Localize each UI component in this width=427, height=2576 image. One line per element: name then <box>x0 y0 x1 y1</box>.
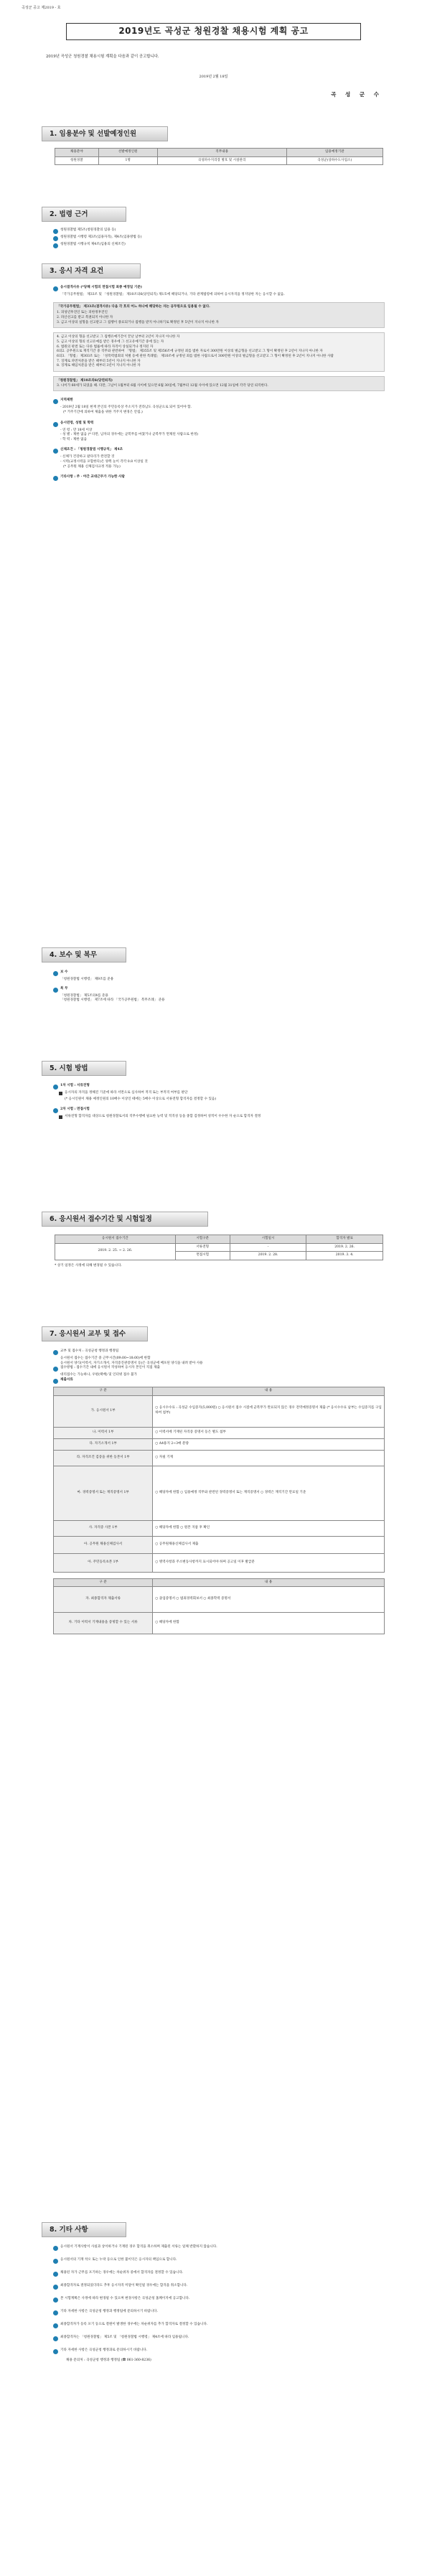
section-8-title: 8. 기타 사항 <box>42 2222 126 2237</box>
col-header: 직무내용 <box>157 149 286 157</box>
signer: 곡 성 군 수 <box>331 91 383 98</box>
bullet-icon <box>53 1350 58 1355</box>
bullet-icon <box>53 422 58 427</box>
section-1-table <box>55 148 383 165</box>
bullet-icon <box>53 243 58 248</box>
section-8-body: 응시원서 기재사항이 사실과 상이하거나 기재된 경우 합격을 취소하며 제출된 서류는 일체 반환하지 않습니다. 응시원서의 기재 착오 또는 누락 등으로 인한 불이익은 응시자의 책임으로 합니다. 채용된 자가 근무를 포기하는 경우에는 차순위자 중에서 합격자를 결정할 수 있습니다. 최종합격자로 결정되었더라도 추후 응시자격 미달이 확인될 경우에는 합격을 취소합니다. 본 시험계획은 사정에 따라 변경될 수 있으며 변경사항은 곡성군청 홈페이지에 공고합니다. 기타 자세한 사항은 곡성군청 행정과 행정팀에 문의하시기 바랍니다. 최종합격자가 등록 포기 등으로 결원이 발생한 경우에는 차순위자를 추가 합격자로 결정할 수 있습니다. 최종합격자는 「청원경찰법」 제5조 및 「청원경찰법 시행령」 제4조에 따라 임용됩니다. 기타 자세한 사항은 곡성군청 행정과로 문의하시기 바랍니다. 채용 문의처 : 곡성군청 행정과 행정팀 (☎ 061-360-8236) <box>53 2245 385 2364</box>
bullet-icon <box>53 1108 58 1113</box>
list-item: 청원경찰법 시행규칙 제4조(임용의 신체조건) <box>53 243 396 248</box>
documents-table: 구 분 내 용 가. 응시원서 1부 ○ 응시수수료 : 곡성군 수입증지(5,000원) ○ 응시원서 접수 시점에 군복무가 완료되지 않은 경우 전역예정증명서 제출 (* 응시수수료 납부는 수입증지를 구입하여 첨부) 나. 이력서 1부 ○ 이력서에 기재된 자격증 증명서 등은 별도 첨부 다. 자기소개서 1부 ○ A4용지 2~3매 분량 라. 자격조건 검증을 위한 등본서 1부 ○ 자필 기재 마. 경력증명서 또는 재직증명서 1부 ○ 해당자에 한함 ○ 임용예정 직무와 관련된 경력증명서 또는 재직증명서 ○ 경력은 재직기간 만료일 기준 사. 자격증 사본 1부 ○ 해당자에 한함 ○ 원본 지참 후 확인 아. 공무원 채용신체검사서 ○ 공무원채용신체검사서 제출 아. 주민등록초본 1부 ○ 병역사항과 주소변동사항까지 표시되어야 하며 공고일 이후 발급분 <box>53 1387 385 1573</box>
bullet-icon <box>53 476 58 481</box>
section-3-title: 3. 응시 자격 요건 <box>42 263 141 278</box>
bullet-icon <box>53 2349 58 2354</box>
bullet-icon <box>53 2246 58 2251</box>
section-6-title: 6. 응시원서 접수기간 및 시험일정 <box>42 1212 208 1227</box>
section-7-body: 교부 및 접수처 : 곡성군청 행정과 행정팀 응시원서 접수는 접수기간 중 근무시간(09:00~18:00)에 한함 응시원서 양식(이력서, 자기소개서, 자격증진관증명서 등)은 곡성군에 배포된 양식을 내려 받아 사용 접수방법 : 접수기간 내에 응시원서 작성하여 응시자 본인이 직접 제출 대리접수는 가능하나, 우편(택배) 및 인터넷 접수 불가 제출서류 구 분 내 용 가. 응시원서 1부 ○ 응시수수료 : 곡성군 수입증지(5,000원) ○ 응시원서 접수 시점에 군복무가 완료되지 않은 경우 전역예정증명서 제출 (* 응시수수료 납부는 수입증지를 구입하여 첨부) 나. 이력서 1부 ○ 이력서에 기재된 자격증 증명서 등은 별도 첨부 다. 자기소개서 1부 ○ A4용지 2~3매 분량 라. 자격조건 검증을 위한 등본서 1부 ○ 자필 기재 마. 경력증명서 또는 재직증명서 1부 ○ 해당자에 한함 ○ 임용예정 직무와 관련된 경력증명서 또는 재직증명서 ○ 경력은 재직기간 만료일 기준 사. 자격증 사본 1부 ○ 해당자에 한함 ○ 원본 지참 후 확인 아. 공무원 채용신체검사서 ○ 공무원채용신체검사서 제출 아. 주민등록초본 1부 ○ 병역사항과 주소변동사항까지 표시되어야 하며 공고일 이후 발급분 구 분 내 용 자. 최종합격자 제출서류 ○ 졸업증명서 ○ 범죄경력회보서 ○ 최종학력 증명서 차. 기타 이력서 기재내용을 증빙할 수 있는 서류 ○ 해당자에 한함 <box>53 1349 385 1634</box>
list-item: 청원경찰법 제5조(청원경찰의 임용 등) <box>53 228 396 234</box>
bullet-icon <box>53 2285 58 2290</box>
bullet-icon <box>53 2310 58 2315</box>
law-box-3: 「청원경찰법」 제10조의6(당연퇴직) 3. 나이가 60세가 되었을 때. 다만, 그날이 1월부터 6월 사이에 있으면 6월 30일에, 7월부터 12월 사이에 있으면 12월 31일에 각각 당연 퇴직한다. <box>53 376 385 391</box>
col-header: 채용분야 <box>55 149 99 157</box>
bullet-icon <box>53 2336 58 2341</box>
section-2-title: 2. 법령 근거 <box>42 207 126 222</box>
bullet-icon <box>53 2259 58 2264</box>
section-4-body: 보 수 「청원경찰법 시행령」 제9조를 준용 복 무 「청원경찰법」 제5조의4를 준용 「청원경찰법 시행령」 제7조에 따라 「국가공무원법」 복무조례」 준용 <box>53 970 396 1003</box>
col-header: 임용예정기관 <box>286 149 383 157</box>
table-cell: 청원경찰 <box>55 156 99 165</box>
bullet-icon <box>53 988 58 993</box>
list-item: 청원경찰법 시행령 제3조(임용자격), 제4조(임용방법 등) <box>53 235 396 241</box>
bullet-icon <box>53 229 58 234</box>
law-box-1: 「국가공무원법」 제33조(결격사유) 다음 각 호의 어느 하나에 해당하는 자는 공무원으로 임용될 수 없다. 1. 피성년후견인 또는 피한정후견인 2. 파산선고를 받고 복권되지 아니한 자 3. 금고 이상의 실형을 선고받고 그 집행이 종료되거나 집행을 받지 아니하기로 확정된 후 5년이 지나지 아니한 자 <box>53 302 385 329</box>
bullet-icon <box>53 2323 58 2328</box>
bullet-icon <box>53 1367 58 1372</box>
table-cell: 곡성파수지리장 방호 및 시설관리 <box>157 156 286 165</box>
section-4-title: 4. 보수 및 복무 <box>42 947 126 963</box>
extra-documents-table: 구 분 내 용 자. 최종합격자 제출서류 ○ 졸업증명서 ○ 범죄경력회보서 ○ 최종학력 증명서 차. 기타 이력서 기재내용을 증빙할 수 있는 서류 ○ 해당자에 한함 <box>53 1578 385 1635</box>
section-1-title: 1. 임용분야 및 선발예정인원 <box>42 126 168 141</box>
section-5-body: 1차 시험 : 서류전형 응시자의 자격을 정해진 기준에 따라 서면으로 심사하여 적격 또는 부적격 여부를 판단 (* 응시인원이 채용 예정인원의 10배수 이상인 때에는 5배수 이상으로 서류전형 합격자를 결정할 수 있음) 2차 시험 : 면접시험 서류전형 합격자를 대상으로 청원경찰로서의 직무수행에 필요한 능력 및 적격성 등을 종합 검정하여 성적이 우수한 자 순으로 합격자 결정 <box>53 1084 383 1121</box>
law-box-2: 4. 금고 이상의 형을 선고받고 그 집행유예기간이 끝난 날부터 2년이 지나지 아니한 자 5. 금고 이상의 형의 선고유예를 받은 경우에 그 선고유예기간 중에 있는 자 6. 법원의 판결 또는 다른 법률에 따라 자격이 상실되거나 정지된 자 6의2. 공무원으로 재직기간 중 직무와 관련하여 「형법」 제355조 및 제356조에 규정된 죄를 범한 자로서 300만원 이상의 벌금형을 선고받고 그 형이 확정된 후 2년이 지나지 아니한 자 6의3. 「형법」 제303조 또는 「성폭력범죄의 처벌 등에 관한 특례법」 제10조에 규정된 죄를 범한 사람으로서 300만원 이상의 벌금형을 선고받고 그 형이 확정된 후 2년이 지나지 아니한 사람 7. 징계로 파면처분을 받은 때부터 5년이 지나지 아니한 자 8. 징계로 해임처분을 받은 때부터 3년이 지나지 아니한 자 <box>53 332 385 372</box>
bullet-icon <box>53 1085 58 1090</box>
notice-number: 곡성군 공고 제2019 - 호 <box>22 6 61 10</box>
dot-icon <box>59 1115 62 1119</box>
bullet-icon <box>53 449 58 454</box>
schedule-note: * 상기 일정은 사정에 의해 변경될 수 있습니다. <box>55 1263 122 1268</box>
bullet-icon <box>53 236 58 241</box>
bullet-icon <box>53 286 58 291</box>
section-6-table: 응시원서 접수기간 시험구분 시험일시 합격자 발표 2019. 2. 25. ~ 2. 26. 서류전형 - 2019. 2. 26. 면접시험 2019. 2. 28. 2019. 3. 4. * 상기 일정은 사정에 의해 변경될 수 있습니다. <box>55 1235 383 1269</box>
bullet-icon <box>53 2272 58 2277</box>
section-5-title: 5. 시험 방법 <box>42 1061 126 1076</box>
section-7-title: 7. 응시원서 교부 및 접수 <box>42 1326 148 1341</box>
col-header: 선발예정인원 <box>98 149 157 157</box>
section-3-body: 응시결격사유 (*당해 시험의 면접시험 최종 예정일 기준) 「국가공무원법」 제33조 및 「청원경찰법」 제10조의6(당연퇴직) 제1호에 해당되거나, 기타 관계법령에 의하여 응시자격을 정지당한 자는 응시할 수 없음. 「국가공무원법」 제33조(결격사유) 다음 각 호의 어느 하나에 해당하는 자는 공무원으로 임용될 수 없다. 1. 피성년후견인 또는 피한정후견인 2. 파산선고를 받고 복권되지 아니한 자 3. 금고 이상의 실형을 선고받고 그 집행이 종료되거나 집행을 받지 아니하기로 확정된 후 5년이 지나지 아니한 자 4. 금고 이상의 형을 선고받고 그 집행유예기간이 끝난 날부터 2년이 지나지 아니한 자 5. 금고 이상의 형의 선고유예를 받은 경우에 그 선고유예기간 중에 있는 자 6. 법원의 판결 또는 다른 법률에 따라 자격이 상실되거나 정지된 자 6의2. 공무원으로 재직기간 중 직무와 관련하여 「형법」 제355조 및 제356조에 규정된 죄를 범한 자로서 300만원 이상의 벌금형을 선고받고 그 형이 확정된 후 2년이 지나지 아니한 자 6의3. 「형법」 제303조 또는 「성폭력범죄의 처벌 등에 관한 특례법」 제10조에 규정된 죄를 범한 사람으로서 300만원 이상의 벌금형을 선고받고 그 형이 확정된 후 2년이 지나지 아니한 사람 7. 징계로 파면처분을 받은 때부터 5년이 지나지 아니한 자 8. 징계로 해임처분을 받은 때부터 3년이 지나지 아니한 자 「청원경찰법」 제10조의6(당연퇴직) 3. 나이가 60세가 되었을 때. 다만, 그날이 1월부터 6월 사이에 있으면 6월 30일에, 7월부터 12월 사이에 있으면 12월 31일에 각각 당연 퇴직한다. 지역제한 - 2019년 2월 18일 현재 본인의 주민등록상 주소지가 전라남도 곡성군으로 되어 있어야 함. (* 거주기간에 의하여 제출을 위한 거주지 변경은 안됨.) 응시연령, 성별 및 학력 - 연 령 : 만 18세 이상 - 성 별 : 제한 없음 (* 다만, 남자의 경우에는 군복무를 마쳤거나 군복무가 면제된 사람으로 한정) - 학 력 : 제한 없음 신체조건 : 「청원경찰법 시행규칙」 제4조 - 신체가 건강하고 팔다리가 완전할 것 - 시력(교정시력을 포함한다)은 양쪽 눈이 각각 0.8 이상일 것 (* 공무원 채용 신체검사규정 적용 가능) 기타사항 : 주 · 야간 교대근무가 가능한 사람 <box>53 286 385 482</box>
notice-date: 2019년 2월 18일 <box>199 75 228 79</box>
bullet-icon <box>53 2298 58 2303</box>
intro-text: 2019년 곡성군 청원경찰 채용시험 계획을 다음과 같이 공고합니다. <box>46 55 159 59</box>
section-2-list <box>53 228 396 250</box>
bullet-icon <box>53 399 58 404</box>
page-title: 2019년도 곡성군 청원경찰 채용시험 계획 공고 <box>66 23 361 40</box>
bullet-icon <box>53 971 58 976</box>
dot-icon <box>59 1092 62 1095</box>
bullet-icon <box>53 1379 58 1384</box>
table-cell: 1명 <box>98 156 157 165</box>
contact-line: 채용 문의처 : 곡성군청 행정과 행정팀 (☎ 061-360-8236) <box>66 2359 151 2362</box>
table-cell: 곡성군(상하수도사업소) <box>286 156 383 165</box>
